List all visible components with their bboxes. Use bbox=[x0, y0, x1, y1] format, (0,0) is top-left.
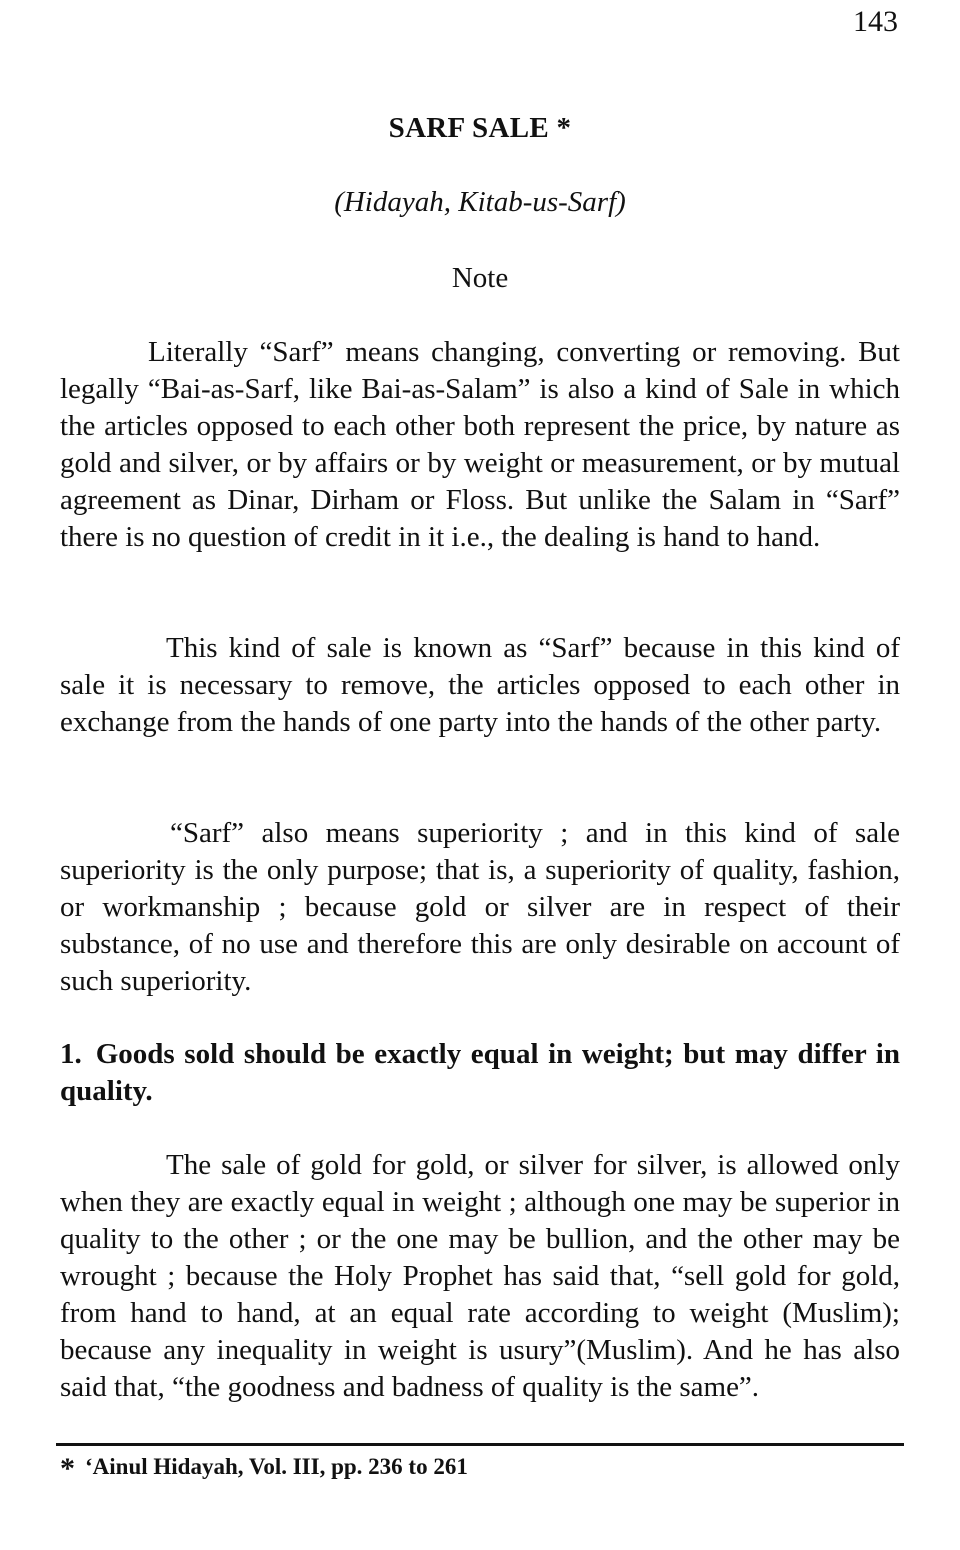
section-heading-text: Goods sold should be exactly equal in weight; but may differ in quality. bbox=[60, 1038, 900, 1107]
page-number: 143 bbox=[853, 5, 898, 38]
paragraph-name-origin: This kind of sale is known as “Sarf” because in this kind of sale it is necessary to remove, the articles opposed to each other in exchange from the hands of one party into the hands of the other party. bbox=[60, 632, 900, 738]
section-paragraph: The sale of gold for gold, or silver for silver, is allowed only when they are exactly equal in weight ; although one may be superior in quality to the other ; or the one may be bullion, and the other may be wrought ; because the Holy Prophet has said that, “sell gold for gold, from hand to hand, at an equal rate according to weight (Muslim); because any inequality in weight is usury”(Muslim). And he has also said that, “the goodness and badness of quality is the same”. bbox=[60, 1149, 900, 1403]
paragraph-literal-meaning: Literally “Sarf” means changing, converting or removing. But legally “Bai-as-Sarf, like Bai-as-Salam” is also a kind of Sale in which the articles opposed to each other both represent the price, by nature as gold and silver, or by affairs or by weight or measurement, or by mutual agreement as Dinar, Dirham or Floss. But unlike the Salam in “Sarf” there is no question of credit in it i.e., the dealing is hand to hand. bbox=[60, 336, 900, 553]
note-label: Note bbox=[451, 262, 509, 294]
footnote-divider bbox=[56, 1443, 904, 1446]
footnote bbox=[60, 1452, 468, 1484]
page-subtitle: (Hidayah, Kitab-us-Sarf) bbox=[334, 186, 626, 218]
page-title: SARF SALE * bbox=[388, 112, 572, 144]
section-number: 1. bbox=[60, 1038, 82, 1070]
footnote-text: ‘Ainul Hidayah, Vol. III, pp. 236 to 261 bbox=[85, 1454, 468, 1479]
footnote-marker: * bbox=[60, 1452, 75, 1485]
paragraph-superiority: “Sarf” also means superiority ; and in this kind of sale superiority is the only purpose; that is, a superiority of quality, fashion, or workmanship ; because gold or silver are in respect of their substance, of no use and therefore this are only desirable on account of such superiority. bbox=[60, 817, 900, 997]
section-heading bbox=[60, 1036, 900, 1110]
